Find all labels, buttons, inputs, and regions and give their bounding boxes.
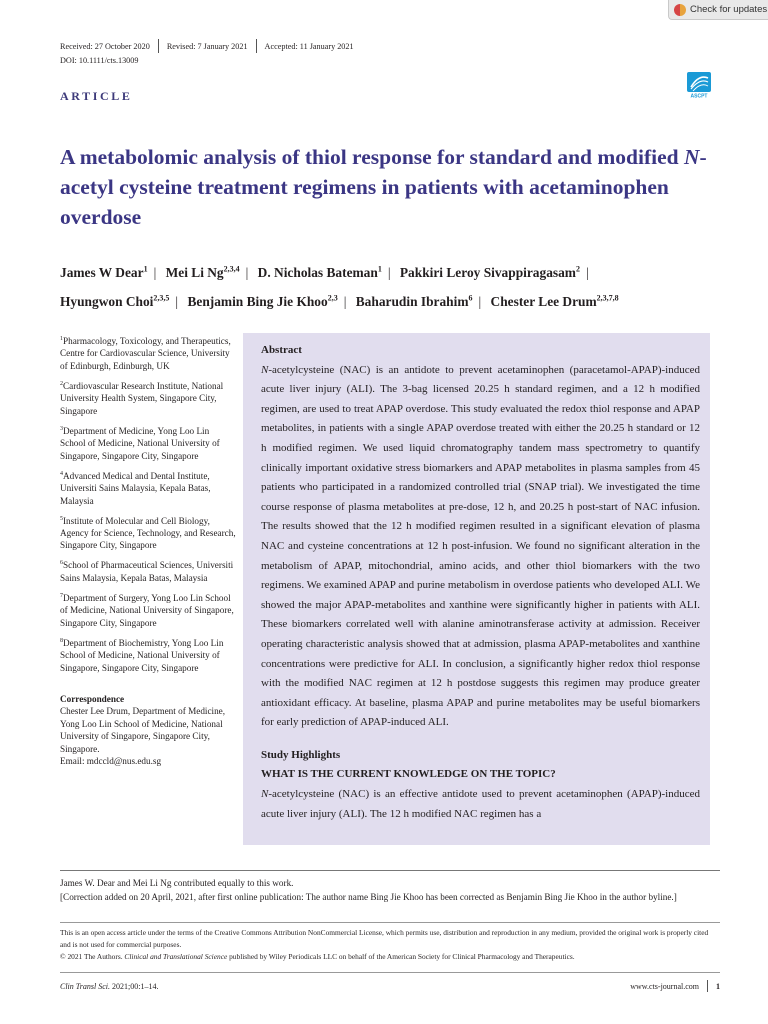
divider bbox=[256, 39, 257, 53]
journal-url[interactable]: www.cts-journal.com bbox=[630, 981, 699, 991]
footnotes bbox=[60, 876, 720, 904]
correspondence-email[interactable]: Email: mdccld@nus.edu.sg bbox=[60, 756, 162, 767]
journal-citation: Clin Transl Sci. 2021;00:1–14. bbox=[60, 981, 159, 991]
accepted-date: Accepted: 11 January 2021 bbox=[264, 41, 354, 51]
article-title: A metabolomic analysis of thiol response for standard and modified N-acetyl cysteine treatment regimens in patients with acetaminophen overdose bbox=[60, 145, 707, 229]
author[interactable]: Benjamin Bing Jie Khoo$^{2,3}$ bbox=[187, 293, 338, 309]
affiliation: $^5$Institute of Molecular and Cell Biology, Agency for Science, Technology, and Research, Singapore City, Singapore bbox=[60, 515, 236, 551]
affiliation: $^1$Pharmacology, Toxicology, and Therapeutics, Centre for Cardiovascular Science, University of Edinburgh, Edinburgh, UK bbox=[60, 336, 231, 371]
affiliations-column bbox=[60, 333, 236, 767]
affiliation: $^7$Department of Surgery, Yong Loo Lin School of Medicine, National University of Singapore, Singapore City, Singapore bbox=[60, 592, 234, 628]
author[interactable]: Baharudin Ibrahim$^6$ bbox=[355, 293, 473, 309]
affiliation: $^4$Advanced Medical and Dental Institute, Universiti Sains Malaysia, Kepala Batas, Malaysia bbox=[60, 470, 211, 506]
license-notes bbox=[60, 927, 720, 962]
received-date: Received: 27 October 2020 bbox=[60, 41, 150, 51]
ascpt-logo-icon bbox=[687, 72, 711, 98]
license-text: This is an open access article under the terms of the Creative Commons Attribution NonCommercial License, which permits use, distribution and reproduction in any medium, provided the original work is properly cited and is not used for commercial purposes. bbox=[60, 928, 709, 949]
check-for-updates-label: Check for updates bbox=[690, 4, 768, 15]
page-number: 1 bbox=[716, 981, 720, 991]
author[interactable]: D. Nicholas Bateman$^1$ bbox=[257, 265, 382, 281]
affiliation: $^8$Department of Biochemistry, Yong Loo Lin School of Medicine, National University of Singapore, Singapore City, Singapore bbox=[60, 637, 224, 673]
doi[interactable]: DOI: 10.1111/cts.13009 bbox=[60, 56, 139, 65]
affiliation: $^3$Department of Medicine, Yong Loo Lin School of Medicine, National University of Singapore, Singapore City, Singapore bbox=[60, 425, 220, 461]
equal-contribution-note: James W. Dear and Mei Li Ng contributed equally to this work. bbox=[60, 878, 294, 888]
highlights-question: WHAT IS THE CURRENT KNOWLEDGE ON THE TOPIC? bbox=[261, 768, 556, 781]
abstract-box bbox=[243, 333, 710, 845]
divider bbox=[707, 980, 708, 992]
author[interactable]: Hyungwon Choi$^{2,3,5}$ bbox=[60, 293, 170, 309]
check-for-updates-button[interactable] bbox=[668, 0, 768, 20]
divider bbox=[158, 39, 159, 53]
correction-note: [Correction added on 20 April, 2021, after first online publication: The author name Bing Jie Khoo has been corrected as Benjamin Bing Jie Khoo in the author byline.] bbox=[60, 892, 677, 902]
revised-date: Revised: 7 January 2021 bbox=[166, 41, 248, 51]
abstract-body: N-acetylcysteine (NAC) is an antidote to prevent acetaminophen (paracetamol-APAP)-induced acute liver injury (ALI). The 3-bag licensed 20.25 h standard regimen, and a 12 h modified regimen, are used to treat APAP overdose. This study evaluated the redox thiol response and APAP metabolites, in patients with a single APAP overdose treated with either the 20.25 h standard or 12 h modified regimen. We used liquid chromatography tandem mass spectrometry to quantify clinically important oxidative stress biomarkers and APAP metabolites in plasma samples from 45 patients who participated in a randomized controlled trial (SNAP trial). We investigated the time course response of plasma metabolites at pre-dose, 12 h, and 20.25 h post-start of NAC infusion. The results showed that the 12 h modified regimen resulted in a significant elevation of plasma NAC and cysteine concentrations at 12 h post-infusion. We found no significant alteration in the metabolism of APAP, mitochondrial, amino acids, and other thiol biomarkers with the two regimens. We examined APAP and purine metabolism in overdose patients who developed ALI. We showed the major APAP-metabolites and xanthine were significantly higher in patients with ALI. These biomarkers correlated well with alanine aminotransferase activity at admission. Receiver operating characteristic analysis showed that at admission, plasma APAP-metabolites and xanthine concentrations were predictive for ALI. In conclusion, a significantly higher redox thiol response with the modified NAC regimen at 12 h postdose suggests this regimen may produce greater antioxidant efficacy. At baseline, plasma APAP and purine metabolites may be useful biomarkers for early prediction of APAP-induced ALI. bbox=[261, 363, 700, 729]
page-footer-divider bbox=[60, 972, 720, 973]
footnote-divider bbox=[60, 870, 720, 871]
author[interactable]: James W Dear$^1$ bbox=[60, 265, 148, 281]
author[interactable]: Pakkiri Leroy Sivappiragasam$^2$ bbox=[399, 265, 580, 281]
copyright-text: © 2021 The Authors. Clinical and Translational Science published by Wiley Periodicals LLC on behalf of the American Society for Clinical Pharmacology and Therapeutics. bbox=[60, 951, 575, 961]
highlights-answer: N-acetylcysteine (NAC) is an effective antidote used to prevent acetaminophen (APAP)-induced acute liver injury (ALI). The 12 h modified NAC regimen has a bbox=[261, 788, 700, 820]
section-label: ARTICLE bbox=[60, 89, 133, 103]
svg-text:ASCPT: ASCPT bbox=[690, 93, 708, 98]
affiliation: $^2$Cardiovascular Research Institute, National University Health System, Singapore City, Singapore bbox=[60, 380, 224, 416]
crossmark-icon bbox=[674, 4, 686, 16]
page-footer bbox=[60, 980, 720, 992]
author[interactable]: Chester Lee Drum$^{2,3,7,8}$ bbox=[490, 293, 619, 309]
author[interactable]: Mei Li Ng$^{2,3,4}$ bbox=[165, 265, 240, 281]
author-list: James W Dear$^1$ | Mei Li Ng$^{2,3,4}$ | D. Nicholas Bateman$^1$ | Pakkiri Leroy Sivappiragasam$^2$ | Hyungwon Choi$^{2,3,5}$ | Benjamin Bing Jie Khoo$^{2,3}$ | Baharudin Ibrahim$^6$ | Chester Lee Drum$^{2,3,7,8}$ bbox=[60, 265, 619, 309]
footnote-divider bbox=[60, 922, 720, 923]
correspondence-heading: Correspondence bbox=[60, 694, 125, 704]
article-history bbox=[60, 39, 354, 53]
highlights-heading: Study Highlights bbox=[261, 748, 341, 761]
abstract-heading: Abstract bbox=[261, 344, 302, 356]
correspondence-text: Chester Lee Drum, Department of Medicine, Yong Loo Lin School of Medicine, National University of Singapore, Singapore City, Singapore. bbox=[60, 706, 226, 754]
affiliation: $^6$School of Pharmaceutical Sciences, Universiti Sains Malaysia, Kepala Batas, Malaysia bbox=[60, 560, 234, 583]
